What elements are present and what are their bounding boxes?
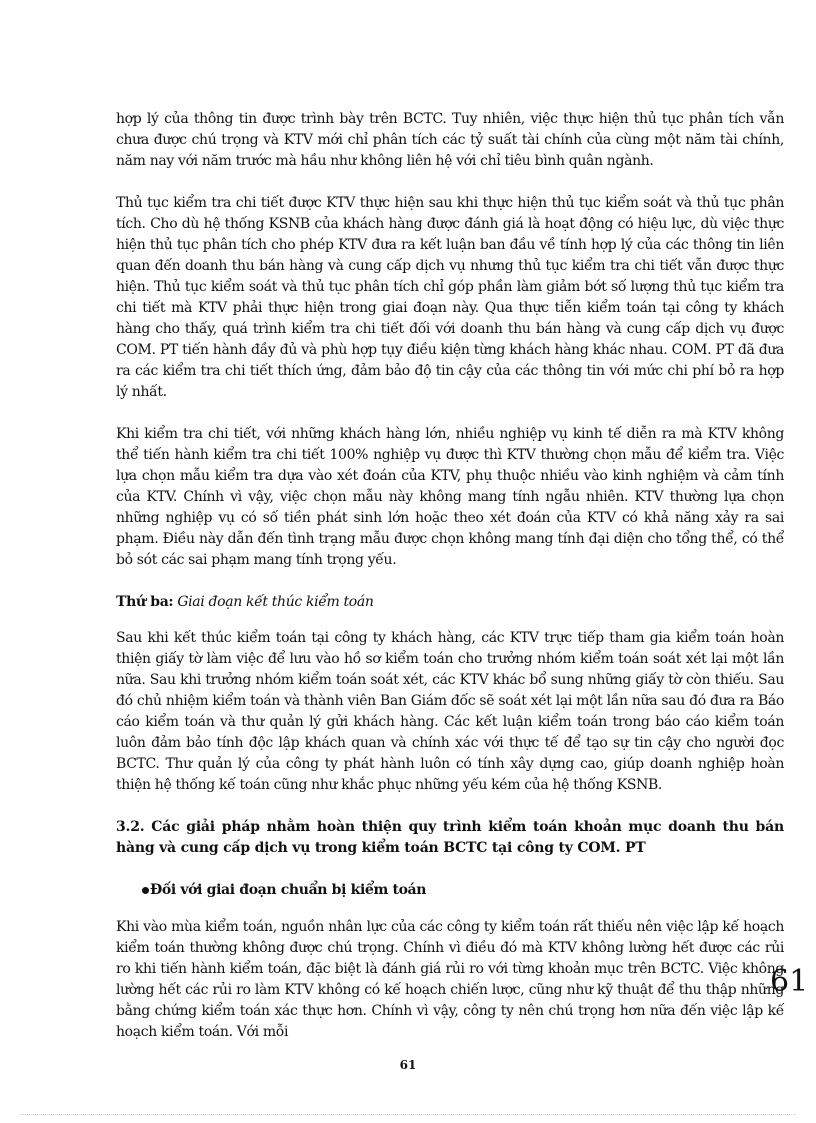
paragraph-sampling: Khi kiểm tra chi tiết, với những khách hàng lớn, nhiều nghiệp vụ kinh tế diễn ra mà KTV không thể tiến hành kiểm tra chi tiết 100% nghiệp vụ được thì KTV thường chọn mẫu để kiểm tra. Việc lựa chọn mẫu kiểm tra dựa vào xét đoán của KTV, phụ thuộc nhiều vào kinh nghiệm và cảm tính của KTV. Chính vì vậy, việc chọn mẫu này không mang tính ngẫu nhiên. KTV thường lựa chọn những nghiệp vụ có số tiền phát sinh lớn hoặc theo xét đoán của KTV có khả năng xảy ra sai phạm. Điều này dẫn đến tình trạng mẫu được chọn không mang tính đại diện cho tổng thể, có thể bỏ sót các sai phạm mang tính trọng yếu. bbox=[116, 426, 784, 568]
paragraph-analytical-procedures: hợp lý của thông tin được trình bày trên BCTC. Tuy nhiên, việc thực hiện thủ tục phân tích vẫn chưa được chú trọng và KTV mới chỉ phân tích các tỷ suất tài chính của cùng một năm tài chính, năm nay với năm trước mà hầu như không liên hệ với chỉ tiêu bình quân ngành. bbox=[116, 111, 784, 169]
section-heading: 3.2. Các giải pháp nhằm hoàn thiện quy trình kiểm toán khoản mục doanh thu bán hàng và cung cấp dịch vụ trong kiểm toán BCTC tại công ty COM. PT bbox=[116, 819, 784, 856]
bullet-text: Đối với giai đoạn chuẩn bị kiểm toán bbox=[150, 882, 427, 898]
bottom-divider bbox=[20, 1114, 796, 1115]
stage-label: Thứ ba: bbox=[116, 594, 174, 610]
footer-page-number: 61 bbox=[399, 1058, 417, 1072]
side-page-number: 61 bbox=[770, 964, 809, 999]
bullet-icon bbox=[142, 887, 149, 894]
paragraph-completion-stage: Sau khi kết thúc kiểm toán tại công ty khách hàng, các KTV trực tiếp tham gia kiểm toán hoàn thiện giấy tờ làm việc để lưu vào hồ sơ kiểm toán cho trưởng nhóm kiểm toán soát xét lại một lần nữa. Sau khi trưởng nhóm kiểm toán soát xét, các KTV khác bổ sung những giấy tờ còn thiếu. Sau đó chủ nhiệm kiểm toán và thành viên Ban Giám đốc sẽ soát xét lại một lần nữa sau đó đưa ra Báo cáo kiểm toán và thư quản lý gửi khách hàng. Các kết luận kiểm toán trong báo cáo kiểm toán luôn đảm bảo tính độc lập khách quan và chính xác với thực tế để tạo sự tin cậy cho người đọc BCTC. Thư quản lý của công ty phát hành luôn có tính xây dựng cao, giúp doanh nghiệp hoàn thiện hệ thống kế toán cũng như khắc phục những yếu kém của hệ thống KSNB. bbox=[116, 630, 784, 793]
paragraph-planning: Khi vào mùa kiểm toán, nguồn nhân lực của các công ty kiểm toán rất thiếu nên việc lập kế hoạch kiểm toán thường không được chú trọng. Chính vì điều đó mà KTV không lường hết được các rủi ro khi tiến hành kiểm toán, đặc biệt là đánh giá rủi ro với từng khoản mục trên BCTC. Việc không lường hết các rủi ro làm KTV không có kế hoạch chiến lược, cũng như kỹ thuật để thu thập những bằng chứng kiểm toán xác thực hơn. Chính vì vậy, công ty nên chú trọng hơn nữa đến việc lập kế hoạch kiểm toán. Với mỗi bbox=[116, 919, 784, 1040]
paragraph-detail-testing: Thủ tục kiểm tra chi tiết được KTV thực hiện sau khi thực hiện thủ tục kiểm soát và thủ tục phân tích. Cho dù hệ thống KSNB của khách hàng được đánh giá là hoạt động có hiệu lực, dù việc thực hiện thủ tục phân tích cho phép KTV đưa ra kết luận ban đầu về tính hợp lý của các thông tin liên quan đến doanh thu bán hàng và cung cấp dịch vụ nhưng thủ tục kiểm tra chi tiết vẫn được thực hiện. Thủ tục kiểm soát và thủ tục phân tích chỉ góp phần làm giảm bớt số lượng thủ tục kiểm tra chi tiết mà KTV phải thực hiện trong giai đoạn này. Qua thực tiễn kiểm toán tại công ty khách hàng cho thấy, quá trình kiểm tra chi tiết đối với doanh thu bán hàng và cung cấp dịch vụ được COM. PT tiến hành đầy đủ và phù hợp tụy điều kiện từng khách hàng khác nhau. COM. PT đã đưa ra các kiểm tra chi tiết thích ứng, đảm bảo độ tin cậy của các thông tin với mức chi phí bỏ ra hợp lý nhất. bbox=[116, 195, 784, 400]
stage-title: Giai đoạn kết thúc kiểm toán bbox=[177, 594, 374, 610]
document-body bbox=[116, 109, 784, 1064]
stage-title-line bbox=[116, 592, 784, 613]
bullet-list-item bbox=[116, 880, 784, 901]
